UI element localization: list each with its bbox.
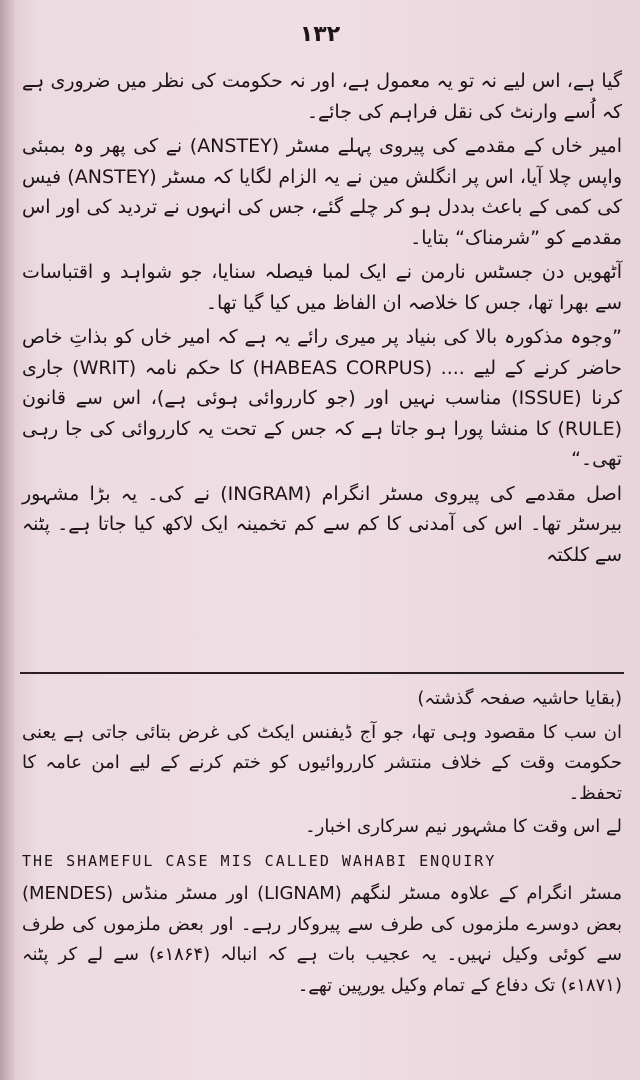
footnote: لے اس وقت کا مشہور نیم سرکاری اخبار۔ (305, 816, 622, 837)
paragraph: اصل مقدمے کی پیروی مسٹر انگرام (INGRAM) نے کی۔ یہ بڑا مشہور بیرسٹر تھا۔ اس کی آمدنی کا کم سے کم تخمینہ ایک لاکھ کیا جاتا ہے۔ پٹنہ سے کلکتہ (22, 482, 622, 566)
footnotes (22, 684, 622, 1004)
footnote-divider (20, 672, 624, 674)
page-number: ۱۳۲ (299, 22, 341, 47)
paragraph: آٹھویں دن جسٹس نارمن نے ایک لمبا فیصلہ سنایا، جو شواہد و اقتباسات سے بھرا تھا، جس کا خلاصہ ان الفاظ میں کیا گیا تھا۔ (22, 261, 622, 314)
footnote: مسٹر انگرام کے علاوہ مسٹر لنگھم (LIGNAM) اور مسٹر منڈس (MENDES) بعض دوسرے ملزموں کی طرف سے پیروکار رہے۔ اور بعض ملزموں کی طرف سے کوئی وکیل نہیں۔ یہ عجیب بات ہے کہ انبالہ (۱۸۶۴ء) سے لے کر پٹنہ (۱۸۷۱ء) تک دفاع کے تمام وکیل یورپین تھے۔ (22, 883, 622, 996)
footnote: ان سب کا مقصود وہی تھا، جو آج ڈیفنس ایکٹ کی غرض بتائی جاتی ہے یعنی حکومت وقت کے خلاف منتشر کارروائیوں کو ختم کرنے کے لیے امن عامہ کا تحفظ۔ (22, 721, 622, 804)
paragraph: امیر خاں کے مقدمے کی پیروی پہلے مسٹر (ANSTEY) نے کی پھر وہ بمبئی واپس چلا آیا، اس پر انگلش مین نے یہ الزام لگایا کہ مسٹر (ANSTEY) فیس کی کمی کے باعث بددل ہو کر چلے گئے، جس کی انہوں نے تردید کی اور اس مقدمے کو ”شرمناک“ بتایا۔ (22, 135, 623, 249)
paragraph: گیا ہے، اس لیے نہ تو یہ معمول ہے، اور نہ حکومت کی نظر میں ضروری ہے کہ اُسے وارنٹ کی نقل فراہم کی جائے۔ (22, 70, 622, 123)
footnote-english: THE SHAMEFUL CASE MIS CALLED WAHABI ENQUIRY (22, 851, 497, 870)
footnote-continuation-label: (بقایا حاشیہ صفحہ گذشتہ) (417, 688, 622, 709)
book-spine-shadow (0, 0, 14, 1080)
paragraph: ”وجوہ مذکورہ بالا کی بنیاد پر میری رائے یہ ہے کہ امیر خاں کو بذاتِ خاص حاضر کرنے کے لیے .... (HABEAS CORPUS) کا حکم نامہ (WRIT) جاری کرنا (ISSUE) مناسب نہیں اور (جو کارروائی ہوئی ہے)، اس سے قانون (RULE) کا منشا پورا ہو جاتا ہے کہ جس کے تحت یہ کارروائی کی جا رہی تھی۔“ (22, 326, 622, 470)
main-text (22, 66, 622, 574)
